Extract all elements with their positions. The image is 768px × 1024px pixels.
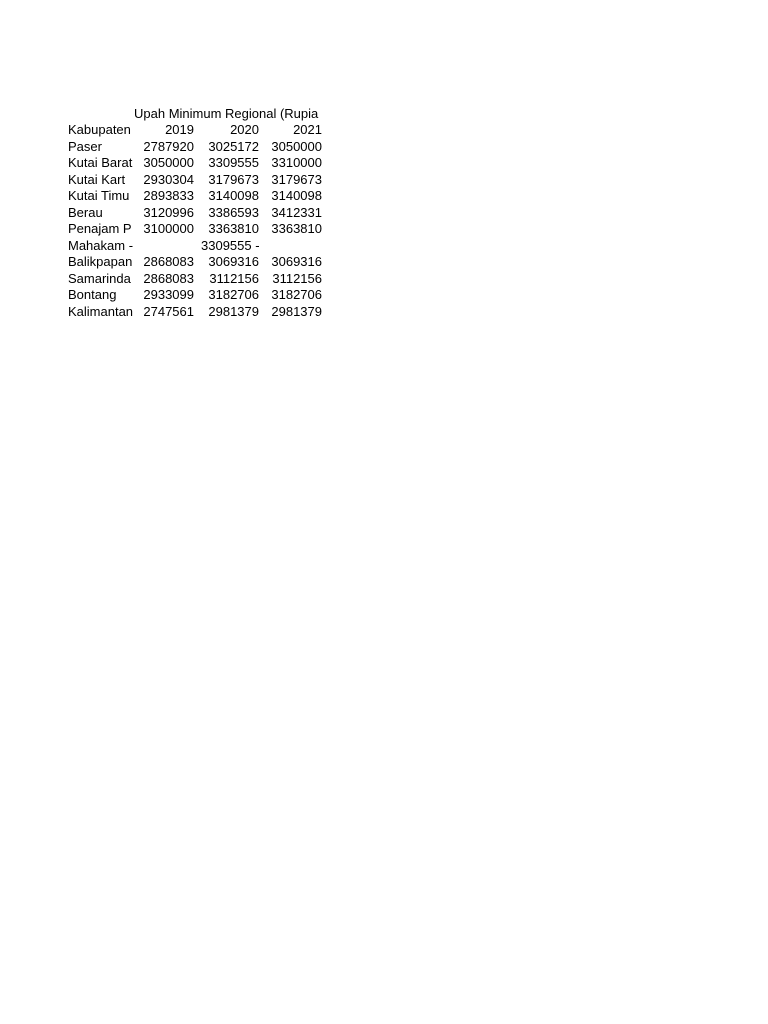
value-cell-2021: 3363810	[271, 221, 322, 236]
value-cell-2019: 3100000	[143, 221, 194, 236]
region-cell: Berau	[68, 204, 103, 220]
value-cell-2019: 3050000	[143, 155, 194, 170]
value-cell-2021: 3112156	[272, 270, 322, 286]
value-cell-2020: 3309555	[208, 155, 259, 170]
region-cell: Kalimantan	[68, 303, 134, 319]
value-cell-2020: 2981379	[208, 303, 259, 319]
region-cell: Kutai Kart	[68, 171, 126, 187]
table-row	[66, 304, 336, 321]
region-cell: Balikpapan	[68, 254, 133, 269]
header-cell-2021: 2021	[293, 122, 322, 137]
region-cell: Mahakam -	[68, 237, 134, 253]
value-cell-2020: 3025172	[208, 138, 259, 154]
table-row	[66, 287, 336, 304]
value-cell-2021: 2981379	[271, 303, 322, 319]
table-row	[66, 139, 336, 156]
value-cell-2019: 2893833	[143, 188, 194, 203]
header-cell-2020: 2020	[230, 122, 259, 137]
value-cell-2020: 3182706	[208, 287, 259, 302]
value-cell-2020: 3112156	[209, 270, 259, 286]
region-cell: Kutai Barat	[68, 155, 133, 170]
table-row	[66, 172, 336, 189]
value-cell-2020: 3069316	[208, 254, 259, 269]
table-title: Upah Minimum Regional (Rupia	[134, 106, 319, 121]
table-row	[66, 254, 336, 271]
header-row	[66, 122, 336, 139]
value-cell-2021: 3412331	[271, 204, 322, 220]
value-cell-2021: 3179673	[271, 171, 322, 187]
title-row	[66, 105, 336, 122]
region-cell: Samarinda	[68, 270, 131, 286]
value-cell-2019: 2930304	[143, 171, 194, 187]
value-cell-2020: 3140098	[208, 188, 259, 203]
value-cell-2019: 2747561	[143, 303, 194, 319]
region-cell: Penajam P	[68, 221, 132, 236]
header-cell-2019: 2019	[165, 122, 194, 137]
region-cell: Bontang	[68, 287, 117, 302]
value-cell-2020: 3363810	[208, 221, 259, 236]
header-cell-region: Kabupaten	[68, 122, 131, 137]
value-cell-2021	[264, 238, 329, 255]
value-cell-2021: 3069316	[271, 254, 322, 269]
table-row	[66, 205, 336, 222]
value-cell-2021: 3310000	[271, 155, 322, 170]
value-cell-2019	[134, 238, 199, 255]
value-cell-2020: 3309555 -	[201, 237, 260, 253]
value-cell-2019: 2868083	[143, 270, 194, 286]
value-cell-2020: 3179673	[208, 171, 259, 187]
table-row	[66, 221, 336, 238]
table-row	[66, 271, 336, 288]
value-cell-2021: 3140098	[271, 188, 322, 203]
table-row	[66, 188, 336, 205]
value-cell-2021: 3050000	[271, 138, 322, 154]
value-cell-2019: 2787920	[143, 138, 194, 154]
value-cell-2019: 2868083	[143, 254, 194, 269]
region-cell: Kutai Timu	[68, 188, 130, 203]
value-cell-2021: 3182706	[271, 287, 322, 302]
value-cell-2019: 3120996	[143, 204, 194, 220]
spreadsheet	[66, 105, 336, 320]
value-cell-2020: 3386593	[208, 204, 259, 220]
value-cell-2019: 2933099	[143, 287, 194, 302]
table-row	[66, 155, 336, 172]
region-cell: Paser	[68, 138, 102, 154]
table-row	[66, 238, 336, 255]
